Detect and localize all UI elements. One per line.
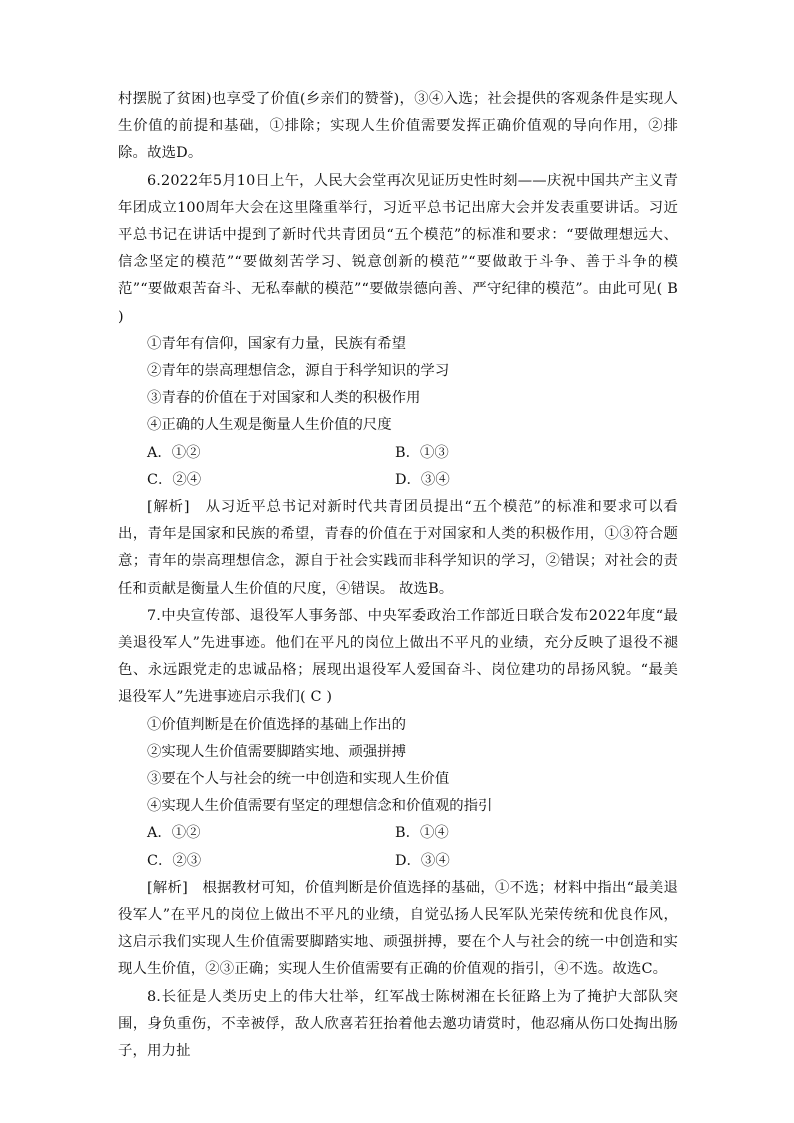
question-7-choice-c: C．②③ (147, 852, 202, 869)
question-7-choices (118, 820, 678, 874)
question-7-statement-4: ④实现人生价值需要有坚定的理想信念和价值观的指引 (147, 798, 493, 815)
question-6-choice-d: D．③④ (395, 471, 450, 488)
question-6-statement-2: ②青年的崇高理想信念，源自于科学知识的学习 (147, 363, 450, 380)
question-8-stem: 8.长征是人类历史上的伟大壮举，红军战士陈树湘在长征路上为了掩护大部队突围，身负重伤，不幸被俘，敌人欣喜若狂抬着他去邀功请赏时，他忍痛从伤口处掏出肠子，用力扯 (118, 988, 678, 1060)
question-6-analysis: [解析] 从习近平总书记对新时代共青团员提出“五个模范”的标准和要求可以看出，青年是国家和民族的希望，青春的价值在于对国家和人类的积极作用，①③符合题意；青年的崇高理想信念，源自于社会实践而非科学知识的学习，②错误；对社会的责任和贡献是衡量人生价值的尺度，④错误。 故选B。 (118, 499, 678, 597)
document-content (118, 86, 678, 1065)
question-7-statement-2: ②实现人生价值需要脚踏实地、顽强拼搏 (147, 743, 407, 760)
intro-paragraph: 村摆脱了贫困)也享受了价值(乡亲们的赞誉)，③④入选；社会提供的客观条件是实现人生价值的前提和基础，①排除；实现人生价值需要发挥正确价值观的导向作用，②排除。故选D。 (118, 91, 678, 162)
question-7-analysis: [解析] 根据教材可知，价值判断是价值选择的基础，①不选；材料中指出“最美退役军人”在平凡的岗位上做出不平凡的业绩，自觉弘扬人民军队光荣传统和优良作风，这启示我们实现人生价值需要脚踏实地、顽强拼搏，要在个人与社会的统一中创造和实现人生价值，②③正确；实现人生价值需要有正确的价值观的指引，④不选。故选C。 (118, 879, 678, 978)
question-7-statement-1: ①价值判断是在价值选择的基础上作出的 (147, 716, 407, 733)
question-6-statement-4: ④正确的人生观是衡量人生价值的尺度 (147, 417, 392, 434)
question-6-choice-c: C．②④ (147, 471, 202, 488)
question-6-choice-b: B．①③ (395, 444, 449, 461)
question-7-choice-b: B．①④ (395, 825, 449, 842)
question-6-statement-1: ①青年有信仰，国家有力量，民族有希望 (147, 335, 407, 352)
question-7-choice-a: A．①② (147, 825, 201, 842)
question-7-stem: 7.中央宣传部、退役军人事务部、中央军委政治工作部近日联合发布2022年度“最美退役军人”先进事迹。他们在平凡的岗位上做出不平凡的业绩，充分反映了退役不褪色、永远跟党走的忠诚品格；展现出退役军人爱国奋斗、岗位建功的昂扬风貌。“最美退役军人”先进事迹启示我们( C ) (118, 607, 678, 706)
question-7-choice-d: D．③④ (395, 852, 450, 869)
question-6-choices (118, 440, 678, 494)
question-6-stem: 6.2022年5月10日上午，人民大会堂再次见证历史性时刻——庆祝中国共产主义青年团成立100周年大会在这里隆重举行，习近平总书记出席大会并发表重要讲话。习近平总书记在讲话中提到了新时代共青团员“五个模范”的标准和要求：“要做理想远大、信念坚定的模范”“要做刻苦学习、锐意创新的模范”“要做敢于斗争、善于斗争的模范”“要做艰苦奋斗、无私奉献的模范”“要做崇德向善、严守纪律的模范”。由此可见( B ) (118, 172, 678, 325)
question-6-choice-a: A．①② (147, 444, 201, 461)
question-7-statement-3: ③要在个人与社会的统一中创造和实现人生价值 (147, 771, 450, 788)
question-6-statement-3: ③青春的价值在于对国家和人类的积极作用 (147, 390, 421, 407)
